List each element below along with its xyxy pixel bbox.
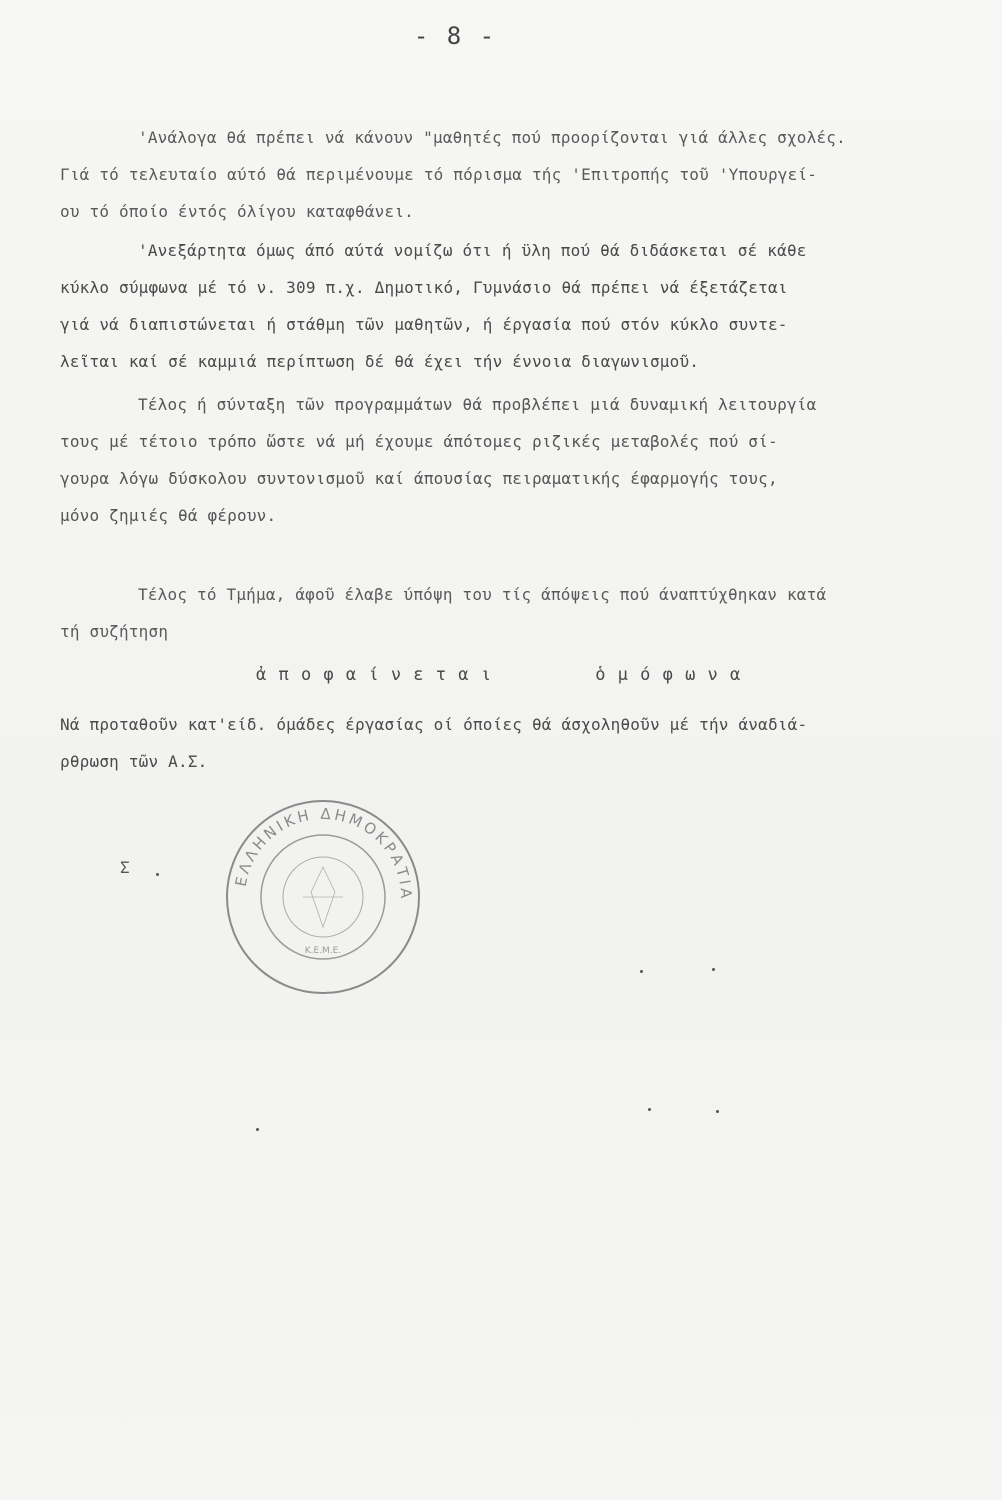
- text-line: Νά προταθοῦν κατ'είδ. όμάδες έργασίας οί όποίες θά άσχοληθοῦν μέ τήν άναδιά-: [60, 715, 808, 734]
- text-line: τους μέ τέτοιο τρόπο ὥστε νά μή έχουμε άπότομες ριζικές μεταβολές πού σί-: [60, 432, 778, 451]
- text-line: τή συζήτηση: [60, 622, 169, 641]
- stamp-inner-text: Κ.Ε.Μ.Ε.: [304, 946, 342, 956]
- decision-heading: [256, 665, 741, 685]
- text-line: 'Ανεξάρτητα όμως άπό αύτά νομίζω ότι ή ϋλη πού θά διδάσκεται σέ κάθε: [138, 241, 807, 260]
- text-line: ου τό όποίο έντός όλίγου καταφθάνει.: [60, 202, 414, 221]
- official-stamp: [223, 797, 423, 997]
- paragraph-4: [60, 576, 965, 650]
- signature-initial: Σ: [120, 858, 130, 877]
- ink-dot: [156, 873, 159, 876]
- svg-text:ΕΛΛΗΝΙΚΗ ΔΗΜΟΚΡΑΤΙΑ: [232, 805, 415, 902]
- decision-unanimous: ὁ μ ό φ ω ν α: [595, 665, 742, 685]
- page-number: - 8 -: [413, 22, 497, 50]
- text-line: 'Ανάλογα θά πρέπει νά κάνουν "μαθητές πού προορίζονται γιά άλλες σχολές.: [138, 128, 846, 147]
- text-line: Τέλος ή σύνταξη τῶν προγραμμάτων θά προβλέπει μιά δυναμική λειτουργία: [138, 395, 817, 414]
- text-line: λεῖται καί σέ καμμιά περίπτωση δέ θά έχει τήν έννοια διαγωνισμοῦ.: [60, 352, 700, 371]
- paragraph-2: [60, 232, 965, 380]
- text-line: κύκλο σύμφωνα μέ τό ν. 309 π.χ. Δημοτικό, Γυμνάσιο θά πρέπει νά έξετάζεται: [60, 278, 788, 297]
- text-line: ρθρωση τῶν Α.Σ.: [60, 752, 208, 771]
- stamp-outer-text: ΕΛΛΗΝΙΚΗ ΔΗΜΟΚΡΑΤΙΑ: [231, 804, 416, 902]
- text-line: μόνο ζημιές θά φέρουν.: [60, 506, 277, 525]
- text-line: Γιά τό τελευταίο αύτό θά περιμένουμε τό πόρισμα τής 'Επιτροπής τοῦ 'Υπουργεί-: [60, 165, 818, 184]
- ink-dot: [716, 1110, 719, 1113]
- text-line: Τέλος τό Τμήμα, άφοῦ έλαβε ύπόψη του τίς άπόψεις πού άναπτύχθηκαν κατά: [138, 585, 827, 604]
- ink-dot: [648, 1108, 651, 1111]
- text-line: γιά νά διαπιστώνεται ή στάθμη τῶν μαθητῶν, ή έργασία πού στόν κύκλο συντε-: [60, 315, 788, 334]
- ink-dot: [712, 968, 715, 971]
- paragraph-1: [60, 119, 965, 230]
- ink-dot: [640, 970, 643, 973]
- ink-dot: [256, 1128, 259, 1131]
- text-line: γουρα λόγω δύσκολου συντονισμοῦ καί άπουσίας πειραματικής έφαρμογής τους,: [60, 469, 778, 488]
- paragraph-5: [60, 706, 965, 780]
- paragraph-3: [60, 386, 965, 534]
- decision-verb: ἀ π ο φ α ί ν ε τ α ι: [256, 665, 492, 685]
